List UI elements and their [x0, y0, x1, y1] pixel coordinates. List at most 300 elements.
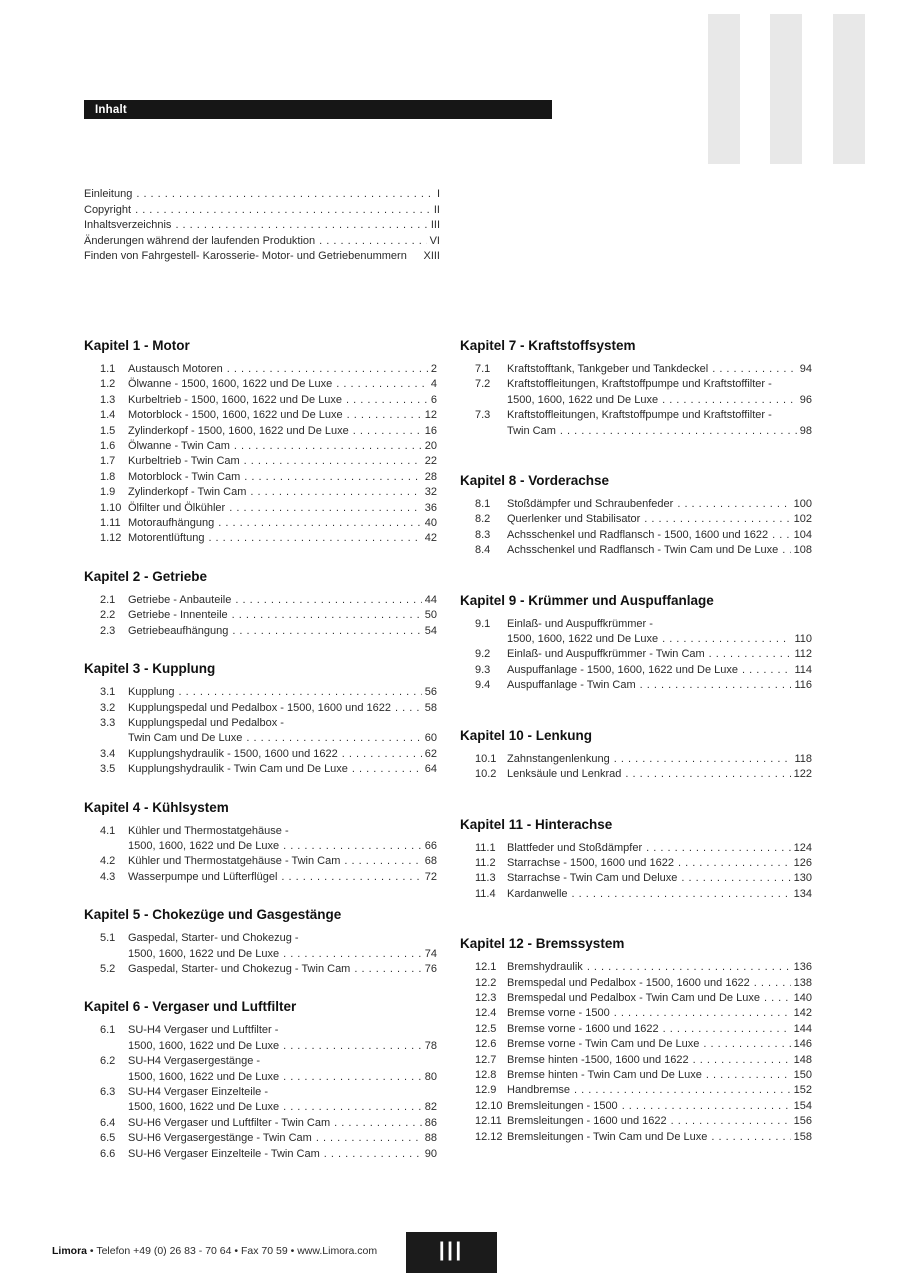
toc-entry[interactable] [84, 516, 437, 531]
entry-title: Bremse vorne - Twin Cam und De Luxe [507, 1038, 700, 1051]
entry-title-line2: 1500, 1600, 1622 und De Luxe [507, 393, 659, 406]
toc-entry[interactable] [460, 767, 812, 782]
entry-page: VI [429, 234, 440, 247]
chapter-block [460, 592, 812, 694]
toc-entry[interactable] [84, 485, 437, 500]
chapter-entries [84, 362, 437, 547]
chapter-columns [84, 337, 812, 1183]
toc-entry[interactable] [84, 1054, 437, 1085]
toc-entry[interactable] [460, 1130, 812, 1145]
entry-page: 122 [793, 768, 812, 781]
toc-entry[interactable] [84, 393, 437, 408]
entry-page: 138 [793, 976, 812, 989]
entry-page: 74 [424, 947, 437, 960]
entry-number: 6.4 [100, 1116, 116, 1129]
entry-number: 12.11 [475, 1115, 502, 1128]
entry-number: 3.5 [100, 763, 116, 776]
dot-leader [712, 362, 797, 377]
dot-leader [646, 841, 791, 856]
entry-number: 12.2 [475, 976, 497, 989]
entry-title: Wasserpumpe und Lüfterflügel [128, 870, 278, 883]
entry-title: Zahnstangenlenkung [507, 752, 610, 765]
entry-page: 112 [794, 648, 812, 661]
entry-page: 152 [793, 1084, 812, 1097]
entry-number: 11.1 [475, 841, 496, 854]
dot-leader [644, 512, 790, 527]
entry-page: 126 [793, 856, 812, 869]
entry-number: 11.4 [475, 887, 496, 900]
entry-title: SU-H4 Vergaser Einzelteile - [128, 1086, 269, 1098]
toc-entry[interactable] [84, 1116, 437, 1131]
toc-entry[interactable] [460, 1083, 812, 1098]
entry-title: Einlaß- und Auspuffkrümmer - [507, 617, 653, 630]
entry-page: 156 [793, 1115, 812, 1128]
entry-title: Gaspedal, Starter- und Chokezug - [128, 932, 299, 945]
entry-number: 1.12 [100, 532, 122, 545]
toc-entry[interactable] [84, 377, 437, 392]
dot-leader [227, 362, 428, 377]
entry-page: 62 [424, 747, 437, 760]
entry-page: 88 [424, 1132, 437, 1145]
dot-leader [709, 647, 792, 662]
entry-title: Motorblock - 1500, 1600, 1622 und De Luxe [128, 409, 343, 422]
entry-title: Kurbeltrieb - 1500, 1600, 1622 und De Luxe [128, 393, 343, 406]
entry-number: 1.10 [100, 501, 122, 514]
entry-page: 76 [424, 962, 437, 975]
toc-entry[interactable] [84, 454, 437, 469]
toc-entry[interactable] [460, 528, 812, 543]
dot-leader [283, 1039, 422, 1054]
dot-leader [281, 870, 421, 885]
dot-leader [662, 632, 791, 647]
chapter-title: Kapitel 9 - Krümmer und Auspuffanlage [460, 592, 714, 608]
toc-entry[interactable] [84, 439, 437, 454]
chapter-entries [460, 617, 812, 694]
toc-entry[interactable] [84, 1131, 437, 1146]
toc-entry[interactable] [84, 408, 437, 423]
dot-leader [344, 854, 421, 869]
toc-entry[interactable] [84, 747, 437, 762]
entry-number: 12.3 [475, 991, 497, 1004]
dot-leader [136, 187, 434, 203]
toc-entry[interactable] [460, 678, 812, 693]
entry-page: 80 [424, 1070, 437, 1083]
toc-entry[interactable] [460, 663, 812, 678]
dot-leader [614, 752, 792, 767]
chapter-title: Kapitel 6 - Vergaser und Luftfilter [84, 999, 297, 1015]
entry-page: 54 [424, 624, 437, 637]
toc-entry[interactable] [84, 1085, 437, 1116]
dot-leader [283, 947, 422, 962]
dot-leader [560, 424, 797, 439]
entry-title: SU-H6 Vergasergestänge - Twin Cam [128, 1132, 312, 1145]
entry-title: Blattfeder und Stoßdämpfer [507, 841, 643, 854]
entry-title: Achsschenkel und Radflansch - 1500, 1600 und 1622 [507, 528, 769, 541]
entry-page: 116 [794, 679, 812, 692]
dot-leader [316, 1131, 422, 1146]
entry-page: I [436, 188, 440, 200]
chapter-block [460, 727, 812, 783]
toc-entry[interactable] [460, 377, 812, 408]
entry-number: 9.3 [475, 663, 491, 676]
toc-entry[interactable] [84, 1147, 437, 1162]
entry-page: 110 [794, 633, 812, 646]
section-header-label: Inhalt [95, 103, 127, 116]
dot-leader [135, 203, 431, 219]
toc-entry[interactable] [460, 976, 812, 991]
entry-number: 12.12 [475, 1130, 503, 1143]
toc-entry[interactable] [460, 512, 812, 527]
entry-number: 10.2 [475, 768, 497, 781]
chapter-entries [460, 752, 812, 783]
entry-number: 9.1 [475, 617, 491, 630]
entry-page: 16 [424, 424, 437, 437]
entry-page: 144 [793, 1022, 812, 1035]
entry-number: 9.4 [475, 679, 491, 692]
entry-title-line2: 1500, 1600, 1622 und De Luxe [128, 839, 280, 852]
entry-page: 28 [424, 470, 437, 483]
toc-entry[interactable] [84, 1023, 437, 1054]
entry-page: 6 [430, 393, 437, 406]
chapter-entries [460, 497, 812, 559]
toc-entry[interactable] [84, 531, 437, 546]
entry-number: 7.1 [475, 363, 491, 375]
toc-column-left [84, 337, 437, 1183]
toc-entry[interactable] [460, 871, 812, 886]
entry-number: 6.5 [100, 1132, 116, 1145]
dot-leader [246, 731, 421, 746]
toc-entry[interactable] [460, 752, 812, 767]
footer-contact-text: • Telefon +49 (0) 26 83 - 70 64 • Fax 70 59 • www.Limora.com [87, 1245, 378, 1257]
chapter-title: Kapitel 1 - Motor [84, 338, 190, 353]
entry-page: 134 [793, 887, 812, 900]
dot-leader [334, 1116, 422, 1131]
toc-entry[interactable] [84, 931, 437, 962]
toc-entry[interactable] [460, 497, 812, 512]
entry-title: Bremshydraulik [507, 961, 583, 974]
intro-toc-entry[interactable] [84, 249, 440, 265]
toc-entry[interactable] [460, 887, 812, 902]
footer-brand: Limora [52, 1245, 88, 1257]
entry-title: Bremse vorne - 1500 [507, 1007, 610, 1020]
entry-page: 64 [424, 763, 437, 776]
entry-title: Kardanwelle [507, 887, 568, 900]
chapter-block [84, 799, 437, 886]
entry-number: 10.1 [475, 752, 497, 765]
toc-entry[interactable] [460, 1099, 812, 1114]
dot-leader [681, 871, 790, 886]
entry-page: 108 [793, 544, 812, 557]
entry-page: 72 [424, 870, 437, 883]
chapter-block [84, 337, 437, 547]
entry-title: Copyright [84, 203, 132, 216]
entry-title: SU-H4 Vergasergestänge - [128, 1055, 261, 1068]
entry-page: 154 [793, 1099, 812, 1112]
entry-title: Zylinderkopf - 1500, 1600, 1622 und De Luxe [128, 424, 349, 437]
dot-leader [232, 608, 422, 623]
entry-page: 94 [799, 363, 812, 375]
entry-number: 5.1 [100, 932, 116, 945]
toc-entry[interactable] [460, 617, 812, 648]
chapter-title: Kapitel 4 - Kühlsystem [84, 799, 229, 815]
entry-number: 8.4 [475, 544, 491, 557]
entry-number: 3.1 [100, 686, 116, 699]
intro-toc-entry[interactable] [84, 218, 440, 234]
entry-number: 7.2 [475, 378, 491, 391]
toc-entry[interactable] [84, 593, 437, 608]
entry-page: 42 [424, 532, 437, 545]
entry-number: 5.2 [100, 962, 116, 975]
chapter-block [84, 998, 437, 1162]
entry-page: 150 [793, 1068, 812, 1081]
entry-page: 40 [424, 517, 437, 530]
entry-title: Getriebe - Innenteile [128, 609, 228, 622]
entry-number: 12.5 [475, 1022, 497, 1035]
entry-page: II [433, 203, 440, 216]
chapter-entries [460, 841, 812, 903]
toc-entry[interactable] [460, 1022, 812, 1037]
entry-title: Bremsleitungen - 1600 und 1622 [507, 1115, 667, 1128]
toc-column-right [460, 337, 812, 1183]
chapter-title: Kapitel 5 - Chokezüge und Gasgestänge [84, 907, 342, 923]
entry-number: 9.2 [475, 648, 491, 661]
entry-page: 22 [424, 455, 437, 468]
entry-number: 4.3 [100, 870, 116, 883]
dot-leader [663, 1022, 791, 1037]
toc-entry[interactable] [460, 841, 812, 856]
entry-title-line2: 1500, 1600, 1622 und De Luxe [128, 1101, 280, 1114]
dot-leader [232, 624, 421, 639]
toc-entry[interactable] [84, 501, 437, 516]
toc-entry[interactable] [84, 824, 437, 855]
entry-number: 12.10 [475, 1099, 503, 1112]
entry-page: 104 [793, 528, 812, 541]
entry-page: 146 [793, 1038, 812, 1051]
dot-leader [352, 762, 422, 777]
chapter-title: Kapitel 7 - Kraftstoffsystem [460, 338, 636, 353]
dot-leader [175, 218, 427, 234]
entry-title: Ölwanne - 1500, 1600, 1622 und De Luxe [128, 378, 333, 391]
entry-page: 90 [424, 1147, 437, 1160]
entry-number: 1.7 [100, 455, 116, 468]
toc-entry[interactable] [460, 856, 812, 871]
entry-title-line2: 1500, 1600, 1622 und De Luxe [128, 1070, 280, 1083]
footer-contact-line [52, 1245, 377, 1257]
entry-title: Auspuffanlage - Twin Cam [507, 679, 636, 692]
entry-title: Stoßdämpfer und Schraubenfeder [507, 498, 674, 511]
entry-page: 56 [424, 686, 437, 699]
entry-title: Motoraufhängung [128, 517, 215, 530]
entry-number: 1.3 [100, 393, 116, 406]
dot-leader [587, 960, 791, 975]
entry-title: Bremse vorne - 1600 und 1622 [507, 1022, 659, 1035]
dot-leader [283, 839, 422, 854]
chapter-title: Kapitel 11 - Hinterachse [460, 816, 613, 832]
entry-title: Ölfilter und Ölkühler [128, 501, 226, 514]
dot-leader [336, 377, 428, 392]
entry-page: 124 [793, 841, 812, 854]
dot-leader [283, 1070, 422, 1085]
entry-title: Kupplungspedal und Pedalbox - 1500, 1600 und 1622 [128, 701, 392, 714]
entry-page: XIII [423, 250, 440, 262]
entry-title: Zylinderkopf - Twin Cam [128, 486, 247, 499]
intro-toc-entry[interactable] [84, 234, 440, 250]
dot-leader [395, 701, 422, 716]
dot-leader [250, 485, 421, 500]
entry-number: 8.2 [475, 513, 491, 526]
toc-entry[interactable] [84, 608, 437, 623]
entry-page: 2 [430, 363, 437, 375]
dot-leader [625, 767, 790, 782]
toc-entry[interactable] [460, 1037, 812, 1052]
entry-number: 6.3 [100, 1086, 116, 1098]
toc-entry[interactable] [84, 854, 437, 869]
dot-leader [693, 1053, 791, 1068]
entry-number: 1.4 [100, 409, 116, 422]
entry-page: 98 [799, 424, 812, 437]
entry-title: Bremsleitungen - 1500 [507, 1099, 618, 1112]
roman-numeral-watermark-bar [770, 14, 802, 164]
entry-number: 6.2 [100, 1055, 116, 1068]
toc-entry[interactable] [460, 1006, 812, 1021]
entry-title: Bremsleitungen - Twin Cam und De Luxe [507, 1130, 708, 1143]
entry-number: 12.4 [475, 1007, 497, 1020]
entry-title: Ölwanne - Twin Cam [128, 440, 230, 453]
entry-page: 86 [424, 1116, 437, 1129]
toc-entry[interactable] [84, 701, 437, 716]
toc-entry[interactable] [460, 408, 812, 439]
entry-page: 4 [430, 378, 437, 391]
entry-title: SU-H6 Vergaser und Luftfilter - Twin Cam [128, 1116, 331, 1129]
entry-title: Getriebe - Anbauteile [128, 593, 232, 606]
entry-number: 6.6 [100, 1147, 116, 1160]
dot-leader [671, 1114, 791, 1129]
toc-entry[interactable] [84, 870, 437, 885]
entry-number: 1.1 [100, 363, 116, 375]
chapter-entries [84, 824, 437, 886]
dot-leader [342, 747, 422, 762]
chapter-block [84, 906, 437, 977]
entry-page: 66 [424, 839, 437, 852]
dot-leader [574, 1083, 791, 1098]
entry-page: 102 [793, 513, 812, 526]
entry-number: 1.5 [100, 424, 116, 437]
entry-page: 140 [793, 991, 812, 1004]
entry-number: 2.3 [100, 624, 116, 637]
entry-number: 1.11 [100, 517, 121, 530]
entry-title: Handbremse [507, 1084, 570, 1097]
dot-leader [353, 424, 422, 439]
dot-leader [678, 856, 791, 871]
dot-leader [208, 531, 421, 546]
entry-title: Finden von Fahrgestell- Karosserie- Motor- und Getriebenummern [84, 250, 407, 262]
entry-title: Motorentlüftung [128, 532, 205, 545]
entry-title: Inhaltsverzeichnis [84, 219, 172, 231]
toc-entry[interactable] [84, 362, 437, 377]
entry-title: Kupplungspedal und Pedalbox - [128, 716, 284, 729]
entry-number: 3.2 [100, 701, 116, 714]
toc-entry[interactable] [84, 624, 437, 639]
chapter-title: Kapitel 8 - Vorderachse [460, 473, 610, 489]
dot-leader [772, 528, 791, 543]
entry-page: 82 [424, 1101, 437, 1114]
toc-entry[interactable] [84, 762, 437, 777]
toc-entry[interactable] [84, 716, 437, 747]
toc-entry[interactable] [460, 1068, 812, 1083]
toc-entry[interactable] [460, 1053, 812, 1068]
entry-title: Bremse hinten - Twin Cam und De Luxe [507, 1068, 702, 1081]
toc-entry[interactable] [460, 543, 812, 558]
dot-leader [319, 234, 426, 250]
entry-number: 8.3 [475, 528, 491, 541]
entry-title: Austausch Motoren [128, 363, 223, 375]
entry-number: 1.2 [100, 378, 116, 391]
entry-number: 12.9 [475, 1084, 497, 1097]
intro-toc-entry[interactable] [84, 187, 440, 203]
entry-title-line2: 1500, 1600, 1622 und De Luxe [128, 1039, 280, 1052]
chapter-block [84, 568, 437, 639]
entry-title: Kupplungshydraulik - Twin Cam und De Luxe [128, 763, 348, 776]
entry-title-line2: Twin Cam und De Luxe [128, 732, 243, 745]
toc-entry[interactable] [84, 962, 437, 977]
toc-entry[interactable] [460, 647, 812, 662]
toc-entry[interactable] [460, 960, 812, 975]
entry-number: 3.3 [100, 716, 116, 729]
chapter-block [460, 337, 812, 439]
toc-entry[interactable] [84, 424, 437, 439]
dot-leader [218, 516, 422, 531]
entry-page: 36 [424, 501, 437, 514]
entry-title: Motorblock - Twin Cam [128, 470, 241, 483]
dot-leader [677, 497, 790, 512]
toc-entry[interactable] [84, 470, 437, 485]
entry-number: 12.6 [475, 1038, 497, 1051]
entry-number: 8.1 [475, 498, 491, 511]
dot-leader [346, 393, 428, 408]
entry-title-line2: Twin Cam [507, 424, 556, 437]
toc-entry[interactable] [460, 991, 812, 1006]
toc-entry[interactable] [460, 1114, 812, 1129]
chapter-title: Kapitel 2 - Getriebe [84, 568, 208, 584]
entry-title: Achsschenkel und Radflansch - Twin Cam und De Luxe [507, 544, 779, 557]
entry-title: Getriebeaufhängung [128, 624, 229, 637]
dot-leader [764, 991, 791, 1006]
entry-title: Bremspedal und Pedalbox - 1500, 1600 und 1622 [507, 976, 750, 989]
entry-title: SU-H4 Vergaser und Luftfilter - [128, 1024, 279, 1037]
dot-leader [614, 1006, 791, 1021]
entry-title: Einleitung [84, 188, 133, 200]
toc-entry[interactable] [460, 362, 812, 377]
entry-page: 114 [794, 663, 812, 676]
dot-leader [640, 678, 792, 693]
entry-page: 20 [424, 440, 437, 453]
entry-title: Starrachse - Twin Cam und Deluxe [507, 872, 678, 885]
entry-title: Kraftstofftank, Tankgeber und Tankdeckel [507, 363, 709, 375]
entry-page: 50 [424, 609, 437, 622]
chapter-title: Kapitel 12 - Bremssystem [460, 936, 625, 952]
page-number-box [406, 1232, 497, 1273]
chapter-entries [84, 685, 437, 777]
dot-leader [572, 887, 791, 902]
entry-title: Kupplungshydraulik - 1500, 1600 und 1622 [128, 747, 338, 760]
entry-number: 1.9 [100, 486, 116, 499]
entry-title: Starrachse - 1500, 1600 und 1622 [507, 856, 674, 869]
entry-title: Bremse hinten -1500, 1600 und 1622 [507, 1053, 689, 1066]
entry-title: Änderungen während der laufenden Produktion [84, 234, 316, 247]
entry-number: 6.1 [100, 1024, 116, 1037]
toc-entry[interactable] [84, 685, 437, 700]
intro-toc-entry[interactable] [84, 203, 440, 219]
